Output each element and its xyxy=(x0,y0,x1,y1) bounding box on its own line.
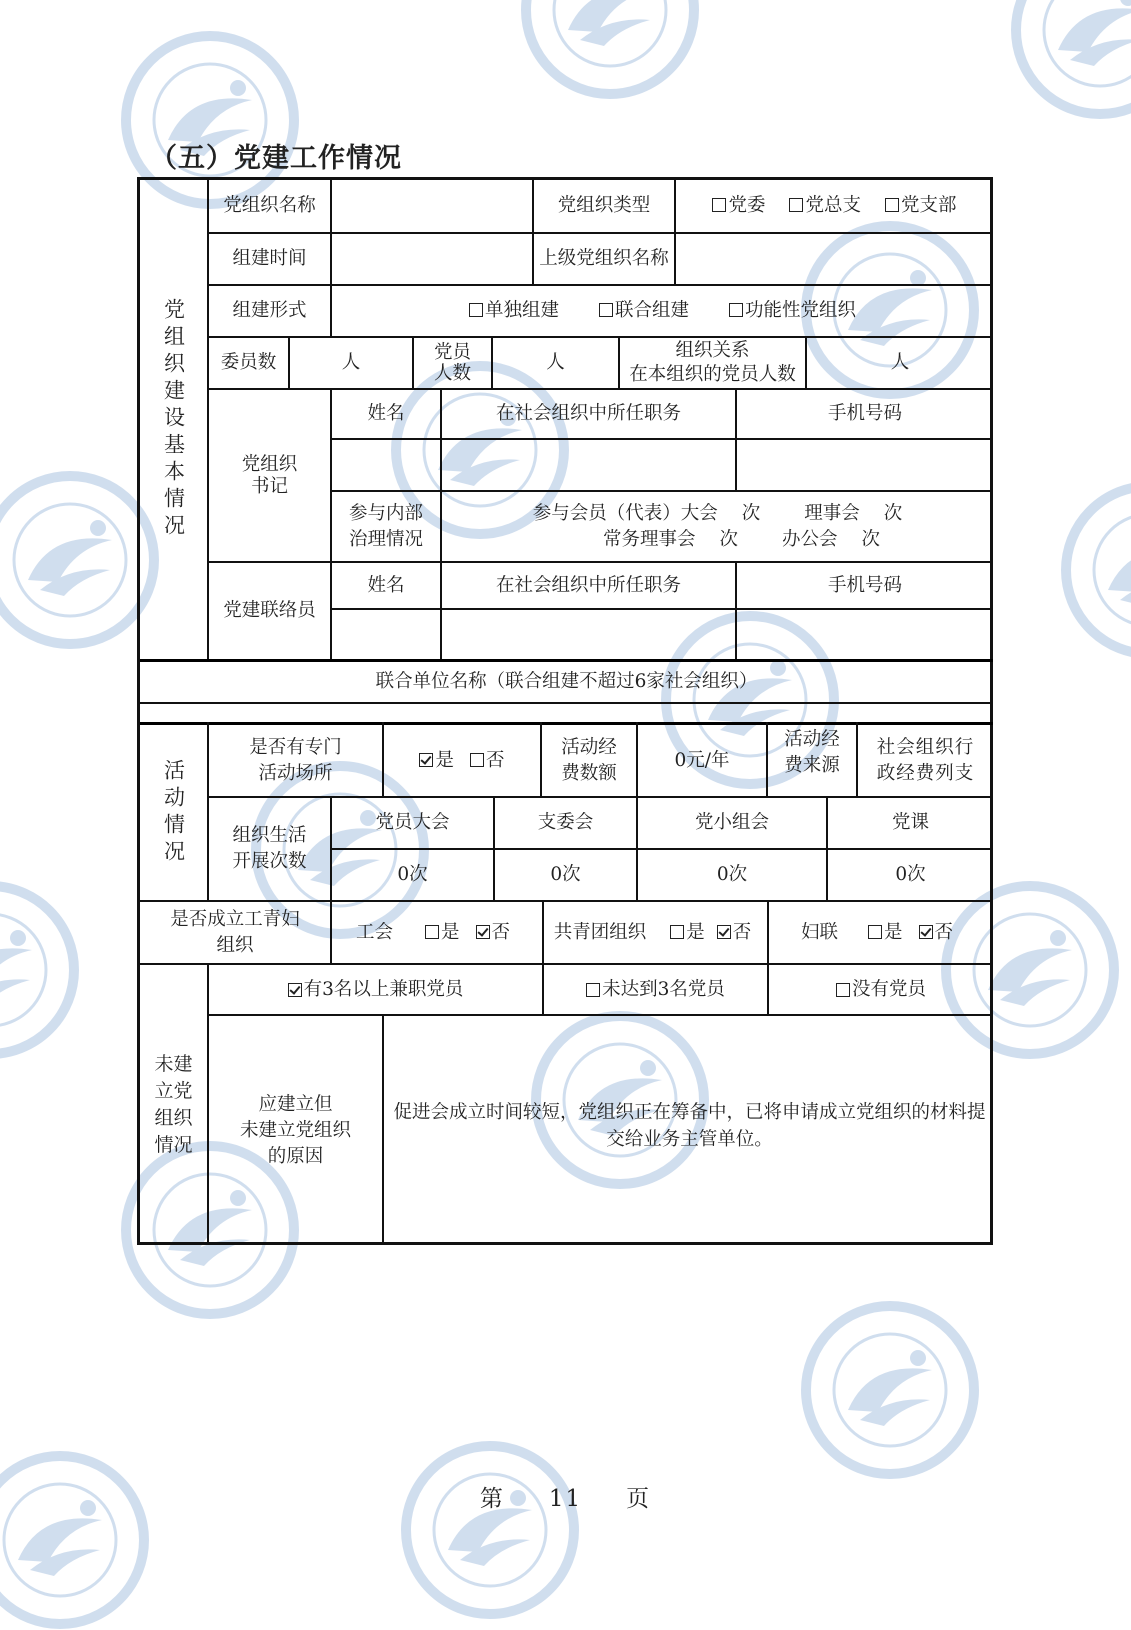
women-options: 妇联 是 否 xyxy=(769,902,993,963)
watermark-seal-icon xyxy=(520,0,700,100)
org-life-label: 组织生活 开展次数 xyxy=(232,825,307,872)
org-type-options xyxy=(676,180,993,232)
governance-count-field[interactable]: 次 xyxy=(861,528,881,550)
liaison-position-field[interactable] xyxy=(442,610,735,659)
life-value-party-lecture[interactable]: 0次 xyxy=(895,864,926,885)
org-name-field[interactable] xyxy=(332,180,532,232)
joint-units-field[interactable] xyxy=(140,704,993,722)
watermark-seal-icon xyxy=(0,470,160,650)
org-time-label: 组建时间 xyxy=(232,248,307,269)
life-header-group-meeting: 党小组会 xyxy=(694,812,769,833)
org-type-option-party-committee[interactable]: 党委 xyxy=(712,193,765,219)
life-header-branch-committee: 支委会 xyxy=(537,812,594,833)
liaison-name-header: 姓名 xyxy=(367,574,405,596)
relation-count-unit[interactable]: 人 xyxy=(890,352,910,373)
secretary-name-field[interactable] xyxy=(332,440,440,490)
org-form-label: 组建形式 xyxy=(232,300,307,321)
groups-label: 是否成立工青妇 组织 xyxy=(170,908,300,956)
org-type-option-general-branch[interactable]: 党总支 xyxy=(789,193,861,219)
section-label-basic: 党组织建设基本情况 xyxy=(161,298,186,541)
org-time-field[interactable] xyxy=(332,234,532,284)
unbuilt-option-part-time[interactable]: 有3名以上兼职党员 xyxy=(209,965,542,1014)
governance-detail: 参与会员（代表）大会 次 理事会 次 常务理事会 次 办公会 次 xyxy=(532,502,903,550)
form-option-joint[interactable]: 联合组建 xyxy=(599,298,689,324)
watermark-seal-icon xyxy=(400,1440,580,1620)
secretary-phone-header: 手机号码 xyxy=(827,403,902,424)
member-count-label: 党员 人数 xyxy=(433,342,471,384)
section-label-activity: 活动情况 xyxy=(161,758,186,867)
joint-units-header: 联合单位名称（联合组建不超过6家社会组织） xyxy=(375,671,758,692)
union-yes-option[interactable]: 是 xyxy=(425,920,460,946)
org-type-option-branch[interactable]: 党支部 xyxy=(885,193,957,219)
life-value-group-meeting[interactable]: 0次 xyxy=(716,864,748,885)
governance-count-field[interactable]: 次 xyxy=(741,502,761,524)
org-type-label: 党组织类型 xyxy=(557,195,651,216)
life-header-general-meeting: 党员大会 xyxy=(375,812,450,833)
checkbox-icon[interactable] xyxy=(885,198,899,212)
party-building-table xyxy=(137,177,993,1245)
youth-options: 共青团组织 是 否 xyxy=(544,902,767,963)
org-name-label: 党组织名称 xyxy=(223,195,316,216)
org-form-options xyxy=(332,286,993,336)
section-title: （五）党建工作情况 xyxy=(150,143,402,174)
parent-org-field[interactable] xyxy=(676,234,993,284)
union-no-option[interactable]: 否 xyxy=(476,920,511,946)
member-count-unit[interactable]: 人 xyxy=(546,352,565,373)
governance-count-field[interactable]: 次 xyxy=(719,528,738,550)
section-label-unbuilt: 未建立党组织情况 xyxy=(154,1053,193,1156)
checkbox-icon[interactable] xyxy=(836,983,850,997)
fund-amount-label: 活动经 费数额 xyxy=(561,736,617,784)
parent-org-label: 上级党组织名称 xyxy=(539,248,669,269)
checkbox-icon[interactable] xyxy=(599,303,613,317)
secretary-position-header: 在社会组织中所任职务 xyxy=(495,403,681,424)
watermark-seal-icon xyxy=(0,880,80,1060)
fund-source-label: 活动经 费来源 xyxy=(784,729,840,776)
secretary-name-header: 姓名 xyxy=(367,403,405,424)
women-no-option[interactable]: 否 xyxy=(919,920,954,946)
governance-label: 参与内部 治理情况 xyxy=(348,502,423,550)
relation-count-label: 组织关系 在本组织的党员人数 xyxy=(629,340,796,385)
checkbox-icon[interactable] xyxy=(729,303,743,317)
liaison-phone-field[interactable] xyxy=(737,610,993,659)
fund-amount-value[interactable]: 0元/年 xyxy=(674,749,730,771)
women-yes-option[interactable]: 是 xyxy=(868,920,903,946)
unbuilt-option-below-three[interactable]: 未达到3名党员 xyxy=(544,965,767,1014)
life-header-party-lecture: 党课 xyxy=(891,812,929,833)
venue-yes-option[interactable]: 是 xyxy=(419,748,454,774)
checkbox-checked-icon[interactable] xyxy=(717,925,731,939)
liaison-label: 党建联络员 xyxy=(223,600,316,621)
reason-label: 应建立但 未建立党组织 的原因 xyxy=(239,1093,351,1167)
committee-count-unit[interactable]: 人 xyxy=(341,352,361,373)
unbuilt-option-none[interactable]: 没有党员 xyxy=(769,965,993,1014)
youth-yes-option[interactable]: 是 xyxy=(670,920,705,946)
watermark-seal-icon xyxy=(0,1450,150,1630)
watermark-seal-icon xyxy=(800,1300,980,1480)
reason-text[interactable]: 促进会成立时间较短，党组织正在筹备中，已将申请成立党组织的材料提交给业务主管单位。 xyxy=(393,1101,986,1150)
youth-no-option[interactable]: 否 xyxy=(717,920,752,946)
form-option-functional[interactable]: 功能性党组织 xyxy=(729,298,856,324)
union-options: 工会 是 否 xyxy=(332,902,542,963)
venue-options xyxy=(384,725,540,796)
life-value-general-meeting[interactable]: 0次 xyxy=(397,864,428,885)
checkbox-checked-icon[interactable] xyxy=(476,925,490,939)
checkbox-icon[interactable] xyxy=(712,198,726,212)
liaison-position-header: 在社会组织中所任职务 xyxy=(495,574,681,596)
checkbox-icon[interactable] xyxy=(868,925,882,939)
checkbox-checked-icon[interactable] xyxy=(919,925,933,939)
secretary-label: 党组织 书记 xyxy=(241,453,298,497)
checkbox-checked-icon[interactable] xyxy=(288,983,302,997)
venue-label: 是否有专门 活动场所 xyxy=(249,736,342,784)
life-value-branch-committee[interactable]: 0次 xyxy=(550,864,581,885)
checkbox-icon[interactable] xyxy=(470,753,484,767)
checkbox-icon[interactable] xyxy=(425,925,439,939)
venue-no-option[interactable]: 否 xyxy=(470,748,505,774)
secretary-phone-field[interactable] xyxy=(737,440,993,490)
liaison-name-field[interactable] xyxy=(332,610,440,659)
fund-source-value[interactable]: 社会组织行 政经费列支 xyxy=(876,736,975,784)
governance-count-field[interactable]: 次 xyxy=(883,502,903,524)
committee-count-label: 委员数 xyxy=(220,352,277,373)
checkbox-checked-icon[interactable] xyxy=(419,753,433,767)
checkbox-icon[interactable] xyxy=(586,983,600,997)
watermark-seal-icon xyxy=(1010,0,1131,120)
watermark-seal-icon xyxy=(1060,480,1131,660)
page-number: 第 11 页 xyxy=(479,1486,652,1512)
secretary-position-field[interactable] xyxy=(442,440,735,490)
checkbox-icon[interactable] xyxy=(469,303,483,317)
checkbox-icon[interactable] xyxy=(670,925,684,939)
checkbox-icon[interactable] xyxy=(789,198,803,212)
form-option-single[interactable]: 单独组建 xyxy=(469,298,559,324)
liaison-phone-header: 手机号码 xyxy=(827,574,902,596)
